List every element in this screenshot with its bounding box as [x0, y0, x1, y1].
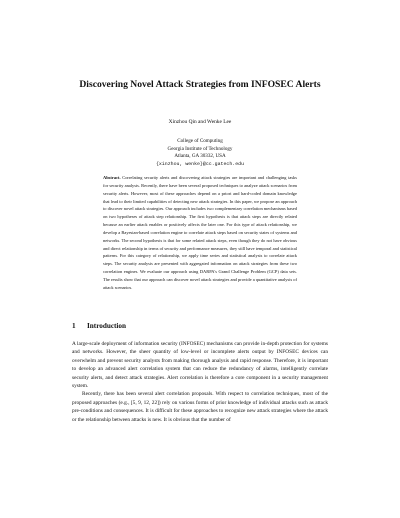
abstract-label: Abstract.	[103, 175, 121, 180]
section-title: Introduction	[87, 322, 127, 330]
affiliation-block	[0, 138, 400, 168]
abstract	[103, 174, 297, 292]
section-body	[72, 340, 328, 424]
author-names: Xinzhou Qin and Wenke Lee	[168, 119, 232, 125]
section-number: 1	[72, 322, 76, 330]
section-heading	[72, 322, 126, 330]
author-emails: {xinzhou, wenke}@cc.gatech.edu	[155, 161, 245, 167]
affiliation-address: Atlanta, GA 30332, USA	[174, 153, 226, 159]
body-paragraph-2: Recently, there has been several alert correlation proposals. With respect to correlation techniques, most of the proposed approaches (e.g., [5, 9, 12, 22]) rely on various forms of prior knowledge of individual attacks such as attack pre-conditions and consequences. It is difficult for these approaches to recognize new attack strategies where the attack or the relationship between attacks is new. It is obvious that the number of	[72, 391, 328, 423]
paper-title: Discovering Novel Attack Strategies from INFOSEC Alerts	[79, 79, 321, 90]
abstract-text: Correlating security alerts and discovering attack strategies are important and challenging tasks for security analysts. Recently, there have been several proposed techniques to analyze attack scenarios from security alerts. However, most of these approaches depend on a priori and hard-coded domain knowledge that lead to their limited capabilities of detecting new attack strategies. In this paper, we propose an approach to discover novel attack strategies. Our approach includes two complementary correlation mechanisms based on two hypotheses of attack step relationship. The first hypothesis is that attack steps are directly related because an earlier attack enables or positively affects the later one. For this type of attack relationship, we develop a Bayesian-based correlation engine to correlate attack steps based on security states of systems and networks. The second hypothesis is that for some related attack steps, even though they do not have obvious and direct relationship in terms of security and performance measures, they still have temporal and statistical patterns. For this category of relationship, we apply time series and statistical analysis to correlate attack steps. The security analysis are presented with aggregated information on attack strategies from these two correlation engines. We evaluate our approach using DARPA's Grand Challenge Problem (GCP) data sets. The results show that our approach can discover novel attack strategies and provide a quantitative analysis of attack scenarios.	[103, 175, 298, 290]
affiliation-dept: College of Computing	[177, 138, 223, 144]
affiliation-institution: Georgia Institute of Technology	[167, 145, 233, 152]
body-paragraph-1: A large-scale deployment of information security (INFOSEC) mechanisms can provide in-depth protection for systems and networks. However, the sheer quantity of low-level or incomplete alerts output by INFOSEC devices can overwhelm and prevent security analysts from making thorough analysis and rapid response. Therefore, it is important to develop an advanced alert correlation system that can reduce the redundancy of alarms, intelligently correlate security alerts, and detect attack strategies. Alert correlation is therefore a core component in a security management system.	[72, 341, 328, 390]
